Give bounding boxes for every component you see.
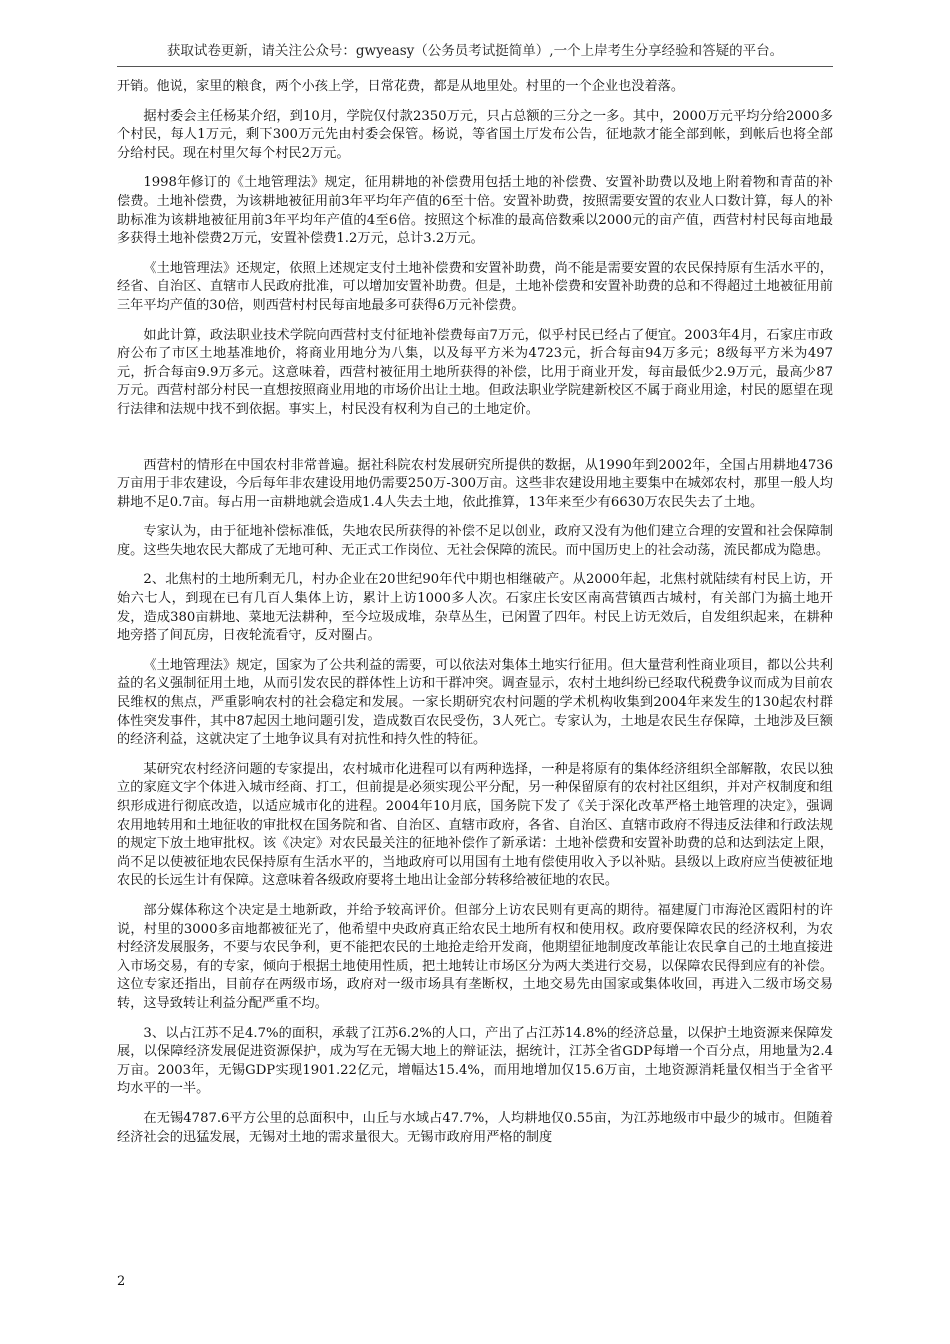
header-divider: [117, 66, 833, 67]
section-gap: [117, 431, 833, 457]
document-body: [117, 78, 833, 1158]
paragraph: 开销。他说，家里的粮食，两个小孩上学，日常花费，都是从地里处。村里的一个企业也没着落。: [117, 79, 685, 94]
paragraph: 某研究农村经济问题的专家提出，农村城市化进程可以有两种选择，一种是将原有的集体经济组织全部解散，农民以独立的家庭文字个体进入城市经商、打工，但前提是必须实现公平分配，另一种保留原有的农村社区组织，并对产权制度和组织形成进行彻底改造，以适应城市化的进程。2004年10月底，国务院下发了《关于深化改革严格土地管理的决定》，强调农用地转用和土地征收的审批权在国务院和省、自治区、直辖市政府，各省、自治区、直辖市政府不得违反法律和行政法规的规定下放土地审批权。该《决定》对农民最关注的征地补偿作了新承诺：土地补偿费和安置补助费的总和达到法定上限，尚不足以使被征地农民保持原有生活水平的，当地政府可以用国有土地有偿使用收入予以补贴。县级以上政府应当使被征地农民的长远生计有保障。这意味着各级政府要将土地出让金部分转移给被征地的农民。: [117, 761, 833, 889]
paragraph: 在无锡4787.6平方公里的总面积中，山丘与水域占47.7%，人均耕地仅0.55亩，为江苏地级市中最少的城市。但随着经济社会的迅猛发展，无锡对土地的需求量很大。无锡市政府用严格的制度: [117, 1110, 833, 1145]
paragraph: 西营村的情形在中国农村非常普遍。据社科院农村发展研究所提供的数据，从1990年到2002年，全国占用耕地4736万亩用于非农建设，今后每年非农建设用地仍需要250万-300万亩。这些非农建设用地主要集中在城郊农村，那里一般人均耕地不足0.7亩。每占用一亩耕地就会造成1.4人失去土地，依此推算，13年来至少有6630万农民失去了土地。: [117, 457, 833, 510]
paragraph: 《土地管理法》还规定，依照上述规定支付土地补偿费和安置补助费，尚不能是需要安置的农民保持原有生活水平的，经省、自治区、直辖市人民政府批准，可以增加安置补助费。但是，土地补偿费和安置补助费的总和不得超过土地被征用前三年平均产值的30倍，则西营村村民每亩地最多可获得6万元补偿费。: [117, 260, 833, 313]
paragraph: 如此计算，政法职业技术学院向西营村支付征地补偿费每亩7万元，似乎村民已经占了便宜。2003年4月，石家庄市政府公布了市区土地基准地价，将商业用地分为八集，以及每平方米为4723元，折合每亩94万多元；8级每平方米为497元，折合每亩9.9万多元。这意味着，西营村被征用土地所获得的补偿，比用于商业开发，每亩最低少2.9万元，最高少87万元。西营村部分村民一直想按照商业用地的市场价出让土地。但政法职业学院建新校区不属于商业用途，村民的愿望在现行法律和法规中找不到依据。事实上，村民没有权利为自己的土地定价。: [117, 327, 833, 417]
paragraph: 《土地管理法》规定，国家为了公共利益的需要，可以依法对集体土地实行征用。但大量营利性商业项目，都以公共利益的名义强制征用土地，从而引发农民的群体性上访和干群冲突。调查显示，农村土地纠纷已经取代税费争议而成为目前农民维权的焦点，严重影响农村的社会稳定和发展。一家长期研究农村问题的学术机构收集到2004年来发生的130起农村群体性突发事件，其中87起因土地问题引发，造成数百农民受伤，3人死亡。专家认为，土地是农民生存保障，土地涉及巨额的经济利益，这就决定了土地争议具有对抗性和持久性的特征。: [117, 657, 833, 748]
paragraph: 2、北焦村的土地所剩无几，村办企业在20世纪90年代中期也相继破产。从2000年起，北焦村就陆续有村民上访，开始六七人，到现在已有几百人集体上访，累计上访1000多人次。石家庄长安区南高营镇西古城村，有关部门为搞土地开发，造成380亩耕地、菜地无法耕种，至今垃圾成堆，杂草丛生，已闲置了四年。村民上访无效后，自发组织起来，在耕种地旁搭了间瓦房，日夜轮流看守，反对圈占。: [117, 572, 833, 644]
paragraph: 3、以占江苏不足4.7%的面积，承载了江苏6.2%的人口，产出了占江苏14.8%的经济总量，以保护土地资源来保障发展，以保障经济发展促进资源保护，成为写在无锡大地上的辩证法，据统计，江苏全省GDP每增一个百分点，用地量为2.4万亩。2003年，无锡GDP实现1901.22亿元，增幅达15.4%，而用地增加仅15.6万亩，土地资源消耗量仅相当于全省平均水平的一半。: [117, 1025, 833, 1097]
page-number: 2: [117, 1274, 126, 1289]
paragraph: 据村委会主任杨某介绍，到10月，学院仅付款2350万元，只占总额的三分之一多。其中，2000万元平均分给2000多个村民，每人1万元，剩下300万元先由村委会保管。杨说，等省国土厅发布公告，征地款才能全部到帐，到帐后也将全部分给村民。现在村里欠每个村民2万元。: [117, 108, 833, 161]
paragraph: 部分媒体称这个决定是土地新政，并给予较高评价。但部分上访农民则有更高的期待。福建厦门市海沧区霞阳村的许说，村里的3000多亩地都被征光了，他希望中央政府真正给农民土地所有权和使用权。政府要保障农民的经济权利，为农村经济发展服务，不要与农民争利，更不能把农民的土地抢走给开发商，他期望征地制度改革能让农民拿自己的土地直接进入市场交易，有的专家，倾向于根据土地使用性质，把土地转让市场区分为两大类进行交易，以保障农民得到应有的补偿。这位专家还指出，目前存在两级市场，政府对一级市场具有垄断权，土地交易先由国家或集体收回，再进入二级市场交易转，这导致转让利益分配严重不均。: [117, 902, 833, 1011]
paragraph: 1998年修订的《土地管理法》规定，征用耕地的补偿费用包括土地的补偿费、安置补助费以及地上附着物和青苗的补偿费。土地补偿费，为该耕地被征用前3年平均年产值的6至十倍。安置补助费，按照需要安置的农业人口数计算，每人的补助标准为该耕地被征用前3年平均年产值的4至6倍。按照这个标准的最高倍数乘以2000元的亩产值，西营村村民每亩地最多获得土地补偿费2万元，安置补偿费1.2万元，总计3.2万元。: [117, 175, 833, 247]
page-header-notice: 获取试卷更新，请关注公众号：gwyeasy（公务员考试挺简单）,一个上岸考生分享经验和答疑的平台。: [166, 43, 784, 59]
paragraph: 专家认为，由于征地补偿标准低，失地农民所获得的补偿不足以创业，政府又没有为他们建立合理的安置和社会保障制度。这些失地农民大都成了无地可种、无正式工作岗位、无社会保障的流民。而中国历史上的社会动荡，流民都成为隐患。: [117, 524, 833, 558]
